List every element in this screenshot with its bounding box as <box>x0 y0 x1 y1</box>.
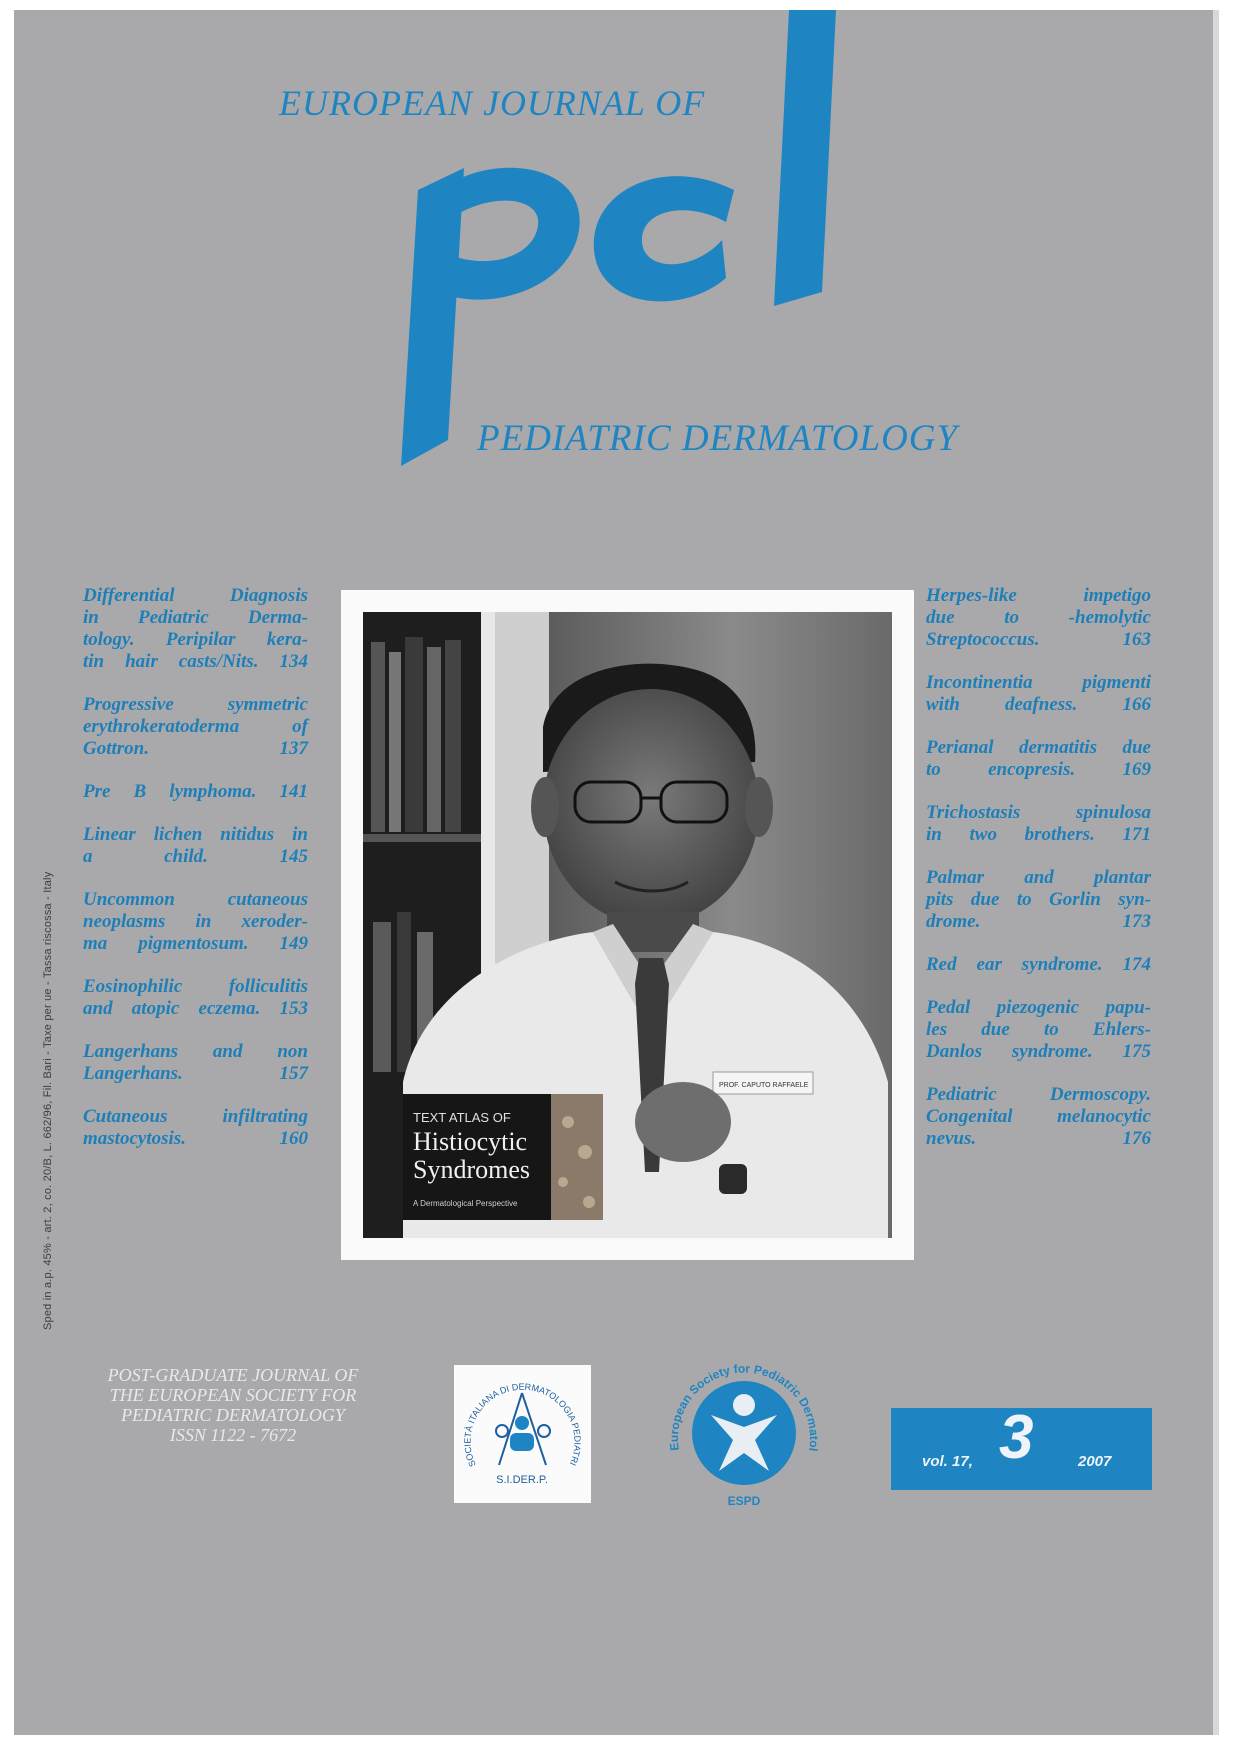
book-title-line1: TEXT ATLAS OF <box>413 1110 511 1125</box>
toc-item[interactable]: Pedal piezogenic papu- les due to Ehlers- Danlos syndrome. 175 <box>926 997 1151 1062</box>
volume-label: vol. 17, <box>922 1453 973 1470</box>
cover-photo <box>363 612 892 1238</box>
logo-d-bowl <box>594 176 734 301</box>
toc-item[interactable]: Pediatric Dermoscopy. Congenital melanocytic nevus. 176 <box>926 1084 1151 1149</box>
toc-item[interactable]: Trichostasis spinulosa in two brothers. 171 <box>926 802 1151 845</box>
toc-left <box>83 585 308 1171</box>
toc-item[interactable]: Red ear syndrome. 174 <box>926 954 1151 975</box>
toc-item[interactable]: Progressive symmetric erythrokeratoderma of Gottron. 137 <box>83 694 308 759</box>
logo-d-stem <box>774 10 836 306</box>
issue-number: 3 <box>999 1403 1034 1472</box>
toc-right <box>926 585 1151 1171</box>
toc-item[interactable]: Differential Diagnosis in Pediatric Derma- tology. Peripilar kera- tin hair casts/Nits. 134 <box>83 585 308 672</box>
siderp-acronym: S.I.DER.P. <box>496 1474 548 1486</box>
masthead-subtitle: PEDIATRIC DERMATOLOGY <box>477 418 959 459</box>
journal-cover <box>14 10 1219 1735</box>
journal-info: POST-GRADUATE JOURNAL OF THE EUROPEAN SOCIETY FOR PEDIATRIC DERMATOLOGY ISSN 1122 - 7672 <box>107 1365 359 1445</box>
journal-logo <box>14 10 1219 490</box>
postal-notice: Sped in a.p. 45% - art. 2, co. 20/B, L. 662/96, Fil. Bari - Taxe per ue - Tassa riscossa - Italy <box>42 871 54 1330</box>
coat-badge-text: PROF. CAPUTO RAFFAELE <box>719 1082 809 1089</box>
book-title-line2: Histiocytic <box>413 1127 528 1156</box>
espd-logo <box>659 1345 829 1515</box>
toc-item[interactable]: Herpes-like impetigo due to -hemolytic Streptococcus. 163 <box>926 585 1151 650</box>
book-subtitle: A Dermatological Perspective <box>413 1199 518 1208</box>
volume-issue-box <box>891 1403 1152 1490</box>
toc-item[interactable]: Langerhans and non Langerhans. 157 <box>83 1041 308 1084</box>
toc-item[interactable]: Linear lichen nitidus in a child. 145 <box>83 824 308 867</box>
masthead-top-line: EUROPEAN JOURNAL OF <box>279 83 706 123</box>
issue-year: 2007 <box>1078 1453 1112 1470</box>
toc-item[interactable]: Uncommon cutaneous neoplasms in xeroder- ma pigmentosum. 149 <box>83 889 308 954</box>
book-title-line3: Syndromes <box>413 1155 530 1184</box>
siderp-arc-text: SOCIETÀ ITALIANA DI DERMATOLOGIA PEDIATRI <box>462 1381 583 1469</box>
cover-photo-frame <box>341 590 914 1260</box>
toc-item[interactable]: Pre B lymphoma. 141 <box>83 781 308 802</box>
toc-item[interactable]: Perianal dermatitis due to encopresis. 169 <box>926 737 1151 780</box>
espd-arc-text: European Society for Pediatric Dermatol <box>666 1361 822 1453</box>
toc-item[interactable]: Cutaneous infiltrating mastocytosis. 160 <box>83 1106 308 1149</box>
siderp-logo <box>454 1365 591 1503</box>
espd-acronym: ESPD <box>727 1494 761 1508</box>
toc-item[interactable]: Palmar and plantar pits due to Gorlin syn- drome. 173 <box>926 867 1151 932</box>
toc-item[interactable]: Incontinentia pigmenti with deafness. 166 <box>926 672 1151 715</box>
toc-item[interactable]: Eosinophilic folliculitis and atopic eczema. 153 <box>83 976 308 1019</box>
